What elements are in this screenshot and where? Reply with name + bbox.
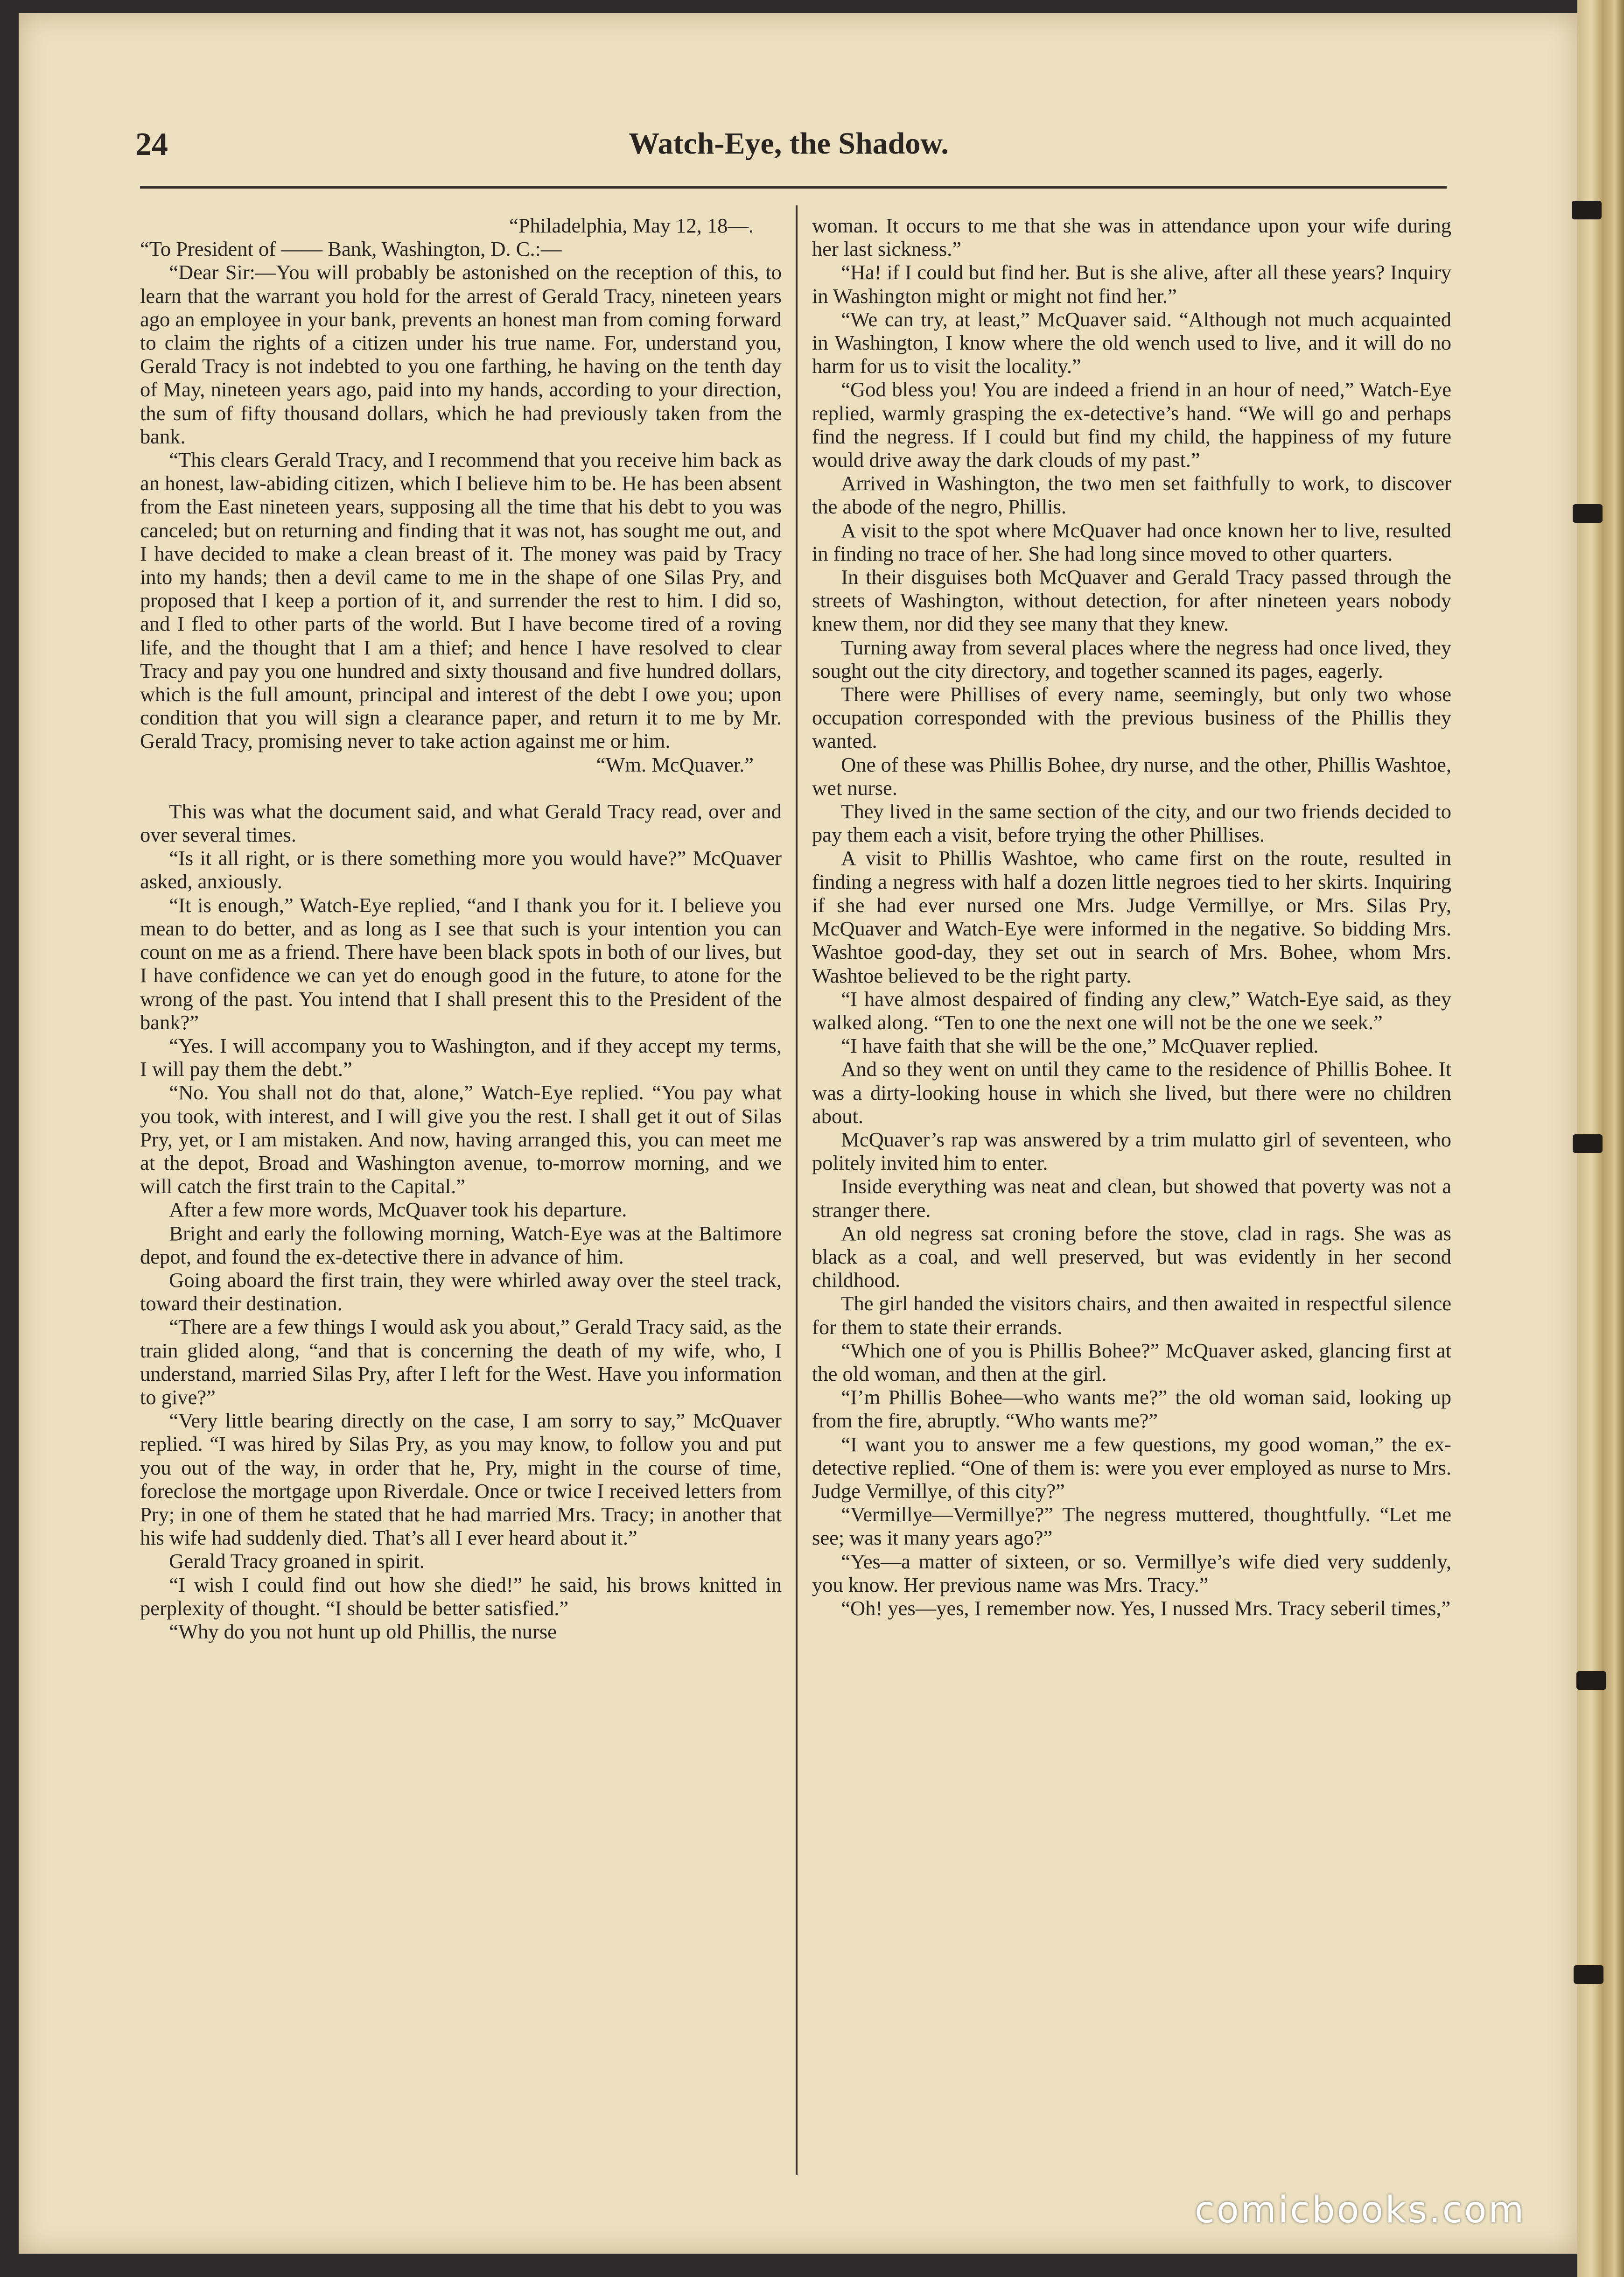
paragraph: An old negress sat croning before the stove, clad in rags. She was as black as a coal, and well preserved, but was evidently in her second childhood.	[812, 1221, 1451, 1292]
paragraph: After a few more words, McQuaver took his departure.	[169, 1198, 627, 1222]
paragraph: “There are a few things I would ask you about,” Gerald Tracy said, as the train glided along, “and that is concerning the death of my wife, who, I understand, married Silas Pry, after I left for the West. Have you information to give?”	[140, 1315, 782, 1409]
left-column	[140, 214, 782, 1643]
paragraph: “Dear Sir:—You will probably be astonished on the reception of this, to learn that the warrant you hold for the arrest of Gerald Tracy, nineteen years ago an employee in your bank, prevents an honest man from coming forward to claim the rights of a citizen under his true name. For, understand you, Gerald Tracy is not indebted to you one farthing, he having on the tenth day of May, nineteen years ago, paid into my hands, according to your direction, the sum of fifty thousand dollars, which he had previously taken from the bank.	[140, 260, 782, 448]
watermark: comicbooks.com	[1195, 2189, 1526, 2231]
paragraph: McQuaver’s rap was answered by a trim mulatto girl of seventeen, who politely invited him to enter.	[812, 1127, 1451, 1175]
paragraph: “Yes—a matter of sixteen, or so. Vermillye’s wife died very suddenly, you know. Her previous name was Mrs. Tracy.”	[812, 1549, 1451, 1596]
paragraph: “God bless you! You are indeed a friend in an hour of need,” Watch-Eye replied, warmly grasping the ex-detective’s hand. “We will go and perhaps find the negress. If I could but find my child, the happiness of my future would drive away the dark clouds of my past.”	[812, 378, 1451, 472]
binding-staple	[1573, 504, 1603, 523]
paragraph: “Ha! if I could but find her. But is she alive, after all these years? Inquiry in Washington might or might not find her.”	[812, 260, 1451, 308]
column-divider	[796, 205, 798, 2175]
paragraph: “This clears Gerald Tracy, and I recommend that you receive him back as an honest, law-abiding citizen, which I believe him to be. He has been absent from the East nineteen years, supposing all the time that his debt to you was canceled; but on returning and finding that it was not, has sought me out, and I have decided to make a clean breast of it. The money was paid by Tracy into my hands; then a devil came to me in the shape of one Silas Pry, and proposed that I keep a portion of it, and surrender the rest to him. I did so, and I fled to other parts of the world. But I have become tired of a roving life, and the thought that I am a thief; and hence I have resolved to clear Tracy and pay you one hundred and sixty thousand and five hundred dollars, which is the full amount, principal and interest of the debt I owe you; upon condition that you will sign a clearance paper, and return it to me by Mr. Gerald Tracy, promising never to take action against me or him.	[140, 448, 782, 753]
paragraph: “Oh! yes—yes, I remember now. Yes, I nussed Mrs. Tracy seberil times,”	[841, 1596, 1451, 1620]
paragraph: “I want you to answer me a few questions, my good woman,” the ex-detective replied. “One of them is: were you ever employed as nurse to Mrs. Judge Vermillye, of this city?”	[812, 1432, 1451, 1503]
binding-staple	[1574, 1965, 1603, 1984]
paragraph: “We can try, at least,” McQuaver said. “Although not much acquainted in Washington, I know where the old wench used to live, and it will do no harm for us to visit the locality.”	[812, 307, 1451, 378]
paragraph: “Vermillye—Vermillye?” The negress muttered, thoughtfully. “Let me see; was it many years ago?”	[812, 1503, 1451, 1550]
paragraph: A visit to Phillis Washtoe, who came first on the route, resulted in finding a negress with half a dozen little negroes tied to her skirts. Inquiring if she had ever nursed one Mrs. Judge Vermillye, or Mrs. Silas Pry, McQuaver and Watch-Eye were informed in the negative. So bidding Mrs. Washtoe good-day, they set out in search of Mrs. Bohee, whom Mrs. Washtoe believed to be the right party.	[812, 846, 1451, 987]
paragraph: A visit to the spot where McQuaver had once known her to live, resulted in finding no trace of her. She had long since moved to other quarters.	[812, 518, 1451, 565]
paragraph: “It is enough,” Watch-Eye replied, “and I thank you for it. I believe you mean to do better, and as long as I see that such is your intention you can count on me as a friend. There have been black spots in both of our lives, but I have confidence we can yet do enough good in the future, to atone for the wrong of the past. You intend that I shall present this to the President of the bank?”	[140, 893, 782, 1034]
paragraph: There were Phillises of every name, seemingly, but only two whose occupation corresponded with the previous business of the Phillis they wanted.	[812, 682, 1451, 753]
paragraph: The girl handed the visitors chairs, and then awaited in respectful silence for them to state their errands.	[812, 1292, 1451, 1339]
binding-staple	[1576, 1671, 1606, 1690]
page-number: 24	[135, 126, 168, 162]
paragraph: “Wm. McQuaver.”	[596, 752, 754, 776]
paragraph: “I’m Phillis Bohee—who wants me?” the old woman said, looking up from the fire, abruptly. “Who wants me?”	[812, 1385, 1451, 1433]
paragraph: “I have faith that she will be the one,” McQuaver replied.	[841, 1034, 1319, 1058]
paragraph: “Philadelphia, May 12, 18—.	[509, 214, 754, 237]
paragraph: “I wish I could find out how she died!” he said, his brows knitted in perplexity of thought. “I should be better satisfied.”	[140, 1573, 782, 1620]
paragraph: woman. It occurs to me that she was in attendance upon your wife during her last sickness.”	[812, 214, 1451, 261]
header-rule	[140, 186, 1447, 189]
paragraph: “Which one of you is Phillis Bohee?” McQuaver asked, glancing first at the old woman, and then at the girl.	[812, 1338, 1451, 1385]
binding-staple	[1572, 201, 1602, 219]
right-column	[812, 214, 1451, 1620]
running-title: Watch-Eye, the Shadow.	[629, 126, 949, 161]
paragraph: Going aboard the first train, they were whirled away over the steel track, toward their destination.	[140, 1268, 782, 1315]
paragraph: “Yes. I will accompany you to Washington, and if they accept my terms, I will pay them the debt.”	[140, 1033, 782, 1081]
paragraph: “Why do you not hunt up old Phillis, the nurse	[169, 1619, 557, 1643]
paragraph: “Is it all right, or is there something more you would have?” McQuaver asked, anxiously.	[140, 846, 782, 893]
paragraph: One of these was Phillis Bohee, dry nurse, and the other, Phillis Washtoe, wet nurse.	[812, 752, 1451, 800]
paragraph: Arrived in Washington, the two men set faithfully to work, to discover the abode of the negro, Phillis.	[812, 471, 1451, 519]
paragraph: “To President of —— Bank, Washington, D. C.:—	[140, 237, 562, 261]
page-header	[126, 126, 1451, 182]
paragraph: They lived in the same section of the city, and our two friends decided to pay them each a visit, before trying the other Phillises.	[812, 800, 1451, 847]
paragraph: “Very little bearing directly on the case, I am sorry to say,” McQuaver replied. “I was hired by Silas Pry, as you may know, to follow you and put you out of the way, in order that he, Pry, might in the course of time, foreclose the mortgage upon Riverdale. Once or twice I received letters from Pry; in one of them he stated that he had married Mrs. Tracy; in another that his wife had suddenly died. That’s all I ever heard about it.”	[140, 1409, 782, 1550]
paragraph: Turning away from several places where the negress had once lived, they sought out the city directory, and together scanned its pages, eagerly.	[812, 635, 1451, 682]
paragraph: This was what the document said, and what Gerald Tracy read, over and over several times.	[140, 799, 782, 847]
binding-staple	[1573, 1134, 1603, 1153]
paragraph: In their disguises both McQuaver and Gerald Tracy passed through the streets of Washington, without detection, for after nineteen years nobody knew them, nor did they see many that they knew.	[812, 565, 1451, 636]
paragraph: “No. You shall not do that, alone,” Watch-Eye replied. “You pay what you took, with interest, and I will give you the rest. I shall get it out of Silas Pry, yet, or I am mistaken. And now, having arranged this, you can meet me at the depot, Broad and Washington avenue, to-morrow morning, and we will catch the first train to the Capital.”	[140, 1081, 782, 1198]
paragraph: Inside everything was neat and clean, but showed that poverty was not a stranger there.	[812, 1174, 1451, 1222]
paragraph-gap	[140, 776, 782, 800]
paragraph: Bright and early the following morning, Watch-Eye was at the Baltimore depot, and found the ex-detective there in advance of him.	[140, 1221, 782, 1268]
paragraph: Gerald Tracy groaned in spirit.	[169, 1549, 425, 1573]
paragraph: And so they went on until they came to the residence of Phillis Bohee. It was a dirty-looking house in which she lived, but there were no children about.	[812, 1057, 1451, 1128]
paragraph: “I have almost despaired of finding any clew,” Watch-Eye said, as they walked along. “Ten to one the next one will not be the one we seek.”	[812, 987, 1451, 1034]
